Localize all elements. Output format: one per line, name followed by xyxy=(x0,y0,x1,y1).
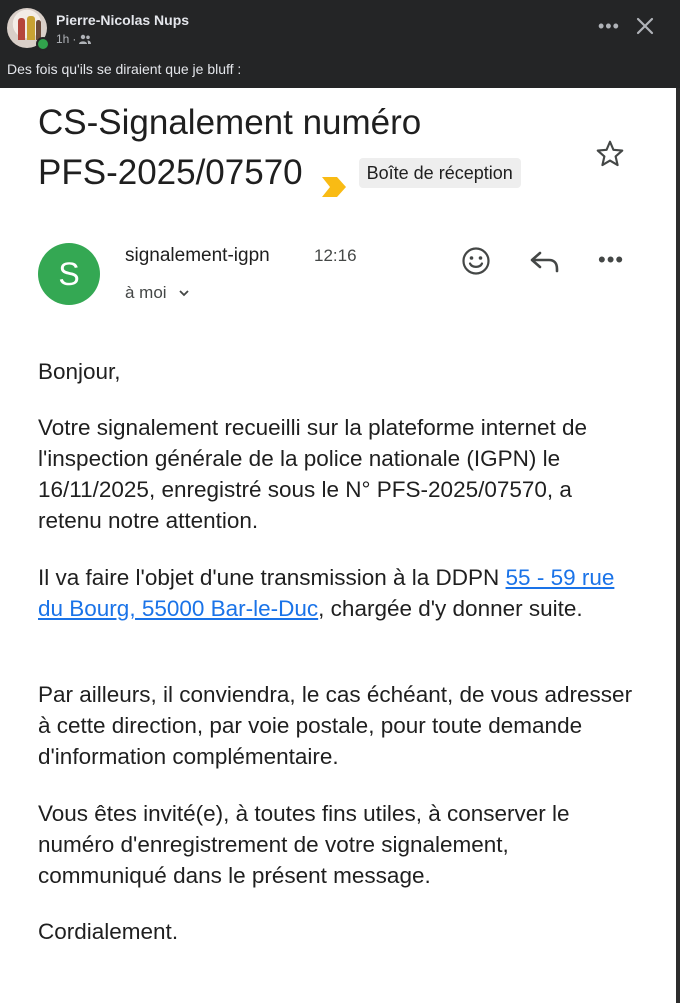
more-options-icon[interactable]: ••• xyxy=(598,16,620,36)
email-closing: Cordialement. xyxy=(38,919,179,944)
sender-name[interactable]: signalement-igpn xyxy=(125,245,270,266)
post-meta xyxy=(56,32,91,46)
email-paragraph-1: Votre signalement recueilli sur la plateforme internet de l'inspection générale de la police nationale (IGPN) le 16/11/2025, enregistré sous le N° PFS-2025/07570, a retenu notre attention. xyxy=(38,415,588,533)
author-name[interactable]: Pierre-Nicolas Nups xyxy=(56,12,190,28)
email-greeting: Bonjour, xyxy=(38,359,121,384)
close-icon[interactable] xyxy=(634,14,656,38)
emoji-icon[interactable] xyxy=(461,246,491,276)
chevron-down-icon[interactable] xyxy=(177,283,191,303)
inbox-label-chip[interactable]: Boîte de réception xyxy=(359,158,521,188)
label-important-icon[interactable] xyxy=(321,162,347,184)
recipient-label: à moi xyxy=(125,283,167,302)
subject-line-1: CS-Signalement numéro xyxy=(38,103,422,142)
reply-icon[interactable] xyxy=(529,248,561,276)
email-subject xyxy=(38,98,598,198)
subject-line-2: PFS-2025/07570 xyxy=(38,153,303,192)
post-time[interactable]: 1h xyxy=(56,32,70,46)
post-text: Des fois qu'ils se diraient que je bluff : xyxy=(7,61,242,77)
online-status-dot xyxy=(36,37,50,51)
recipient-details[interactable] xyxy=(125,283,191,303)
star-icon[interactable] xyxy=(594,138,626,170)
friends-icon xyxy=(79,34,91,44)
post-header xyxy=(0,0,680,88)
email-screenshot xyxy=(0,88,680,1003)
email-time: 12:16 xyxy=(314,246,357,265)
address-link[interactable]: 55 - 59 rue du Bourg, 55000 Bar-le-Duc xyxy=(38,565,615,621)
meta-separator: · xyxy=(72,32,77,46)
email-paragraph-2 xyxy=(38,562,638,624)
paragraph-2-start: Il va faire l'objet d'une transmission à la DDPN xyxy=(38,565,506,590)
email-paragraph-3: Par ailleurs, il conviendra, le cas échéant, de vous adresser à cette direction, par voie postale, pour toute demande d'information complémentaire. xyxy=(38,682,633,769)
paragraph-2-end: , chargée d'y donner suite. xyxy=(318,596,583,621)
more-actions-icon[interactable]: ••• xyxy=(598,247,625,272)
sender-avatar[interactable]: S xyxy=(38,243,100,305)
email-paragraph-4: Vous êtes invité(e), à toutes fins utiles, à conserver le numéro d'enregistrement de votre signalement, communiqué dans le présent message. xyxy=(38,801,570,888)
